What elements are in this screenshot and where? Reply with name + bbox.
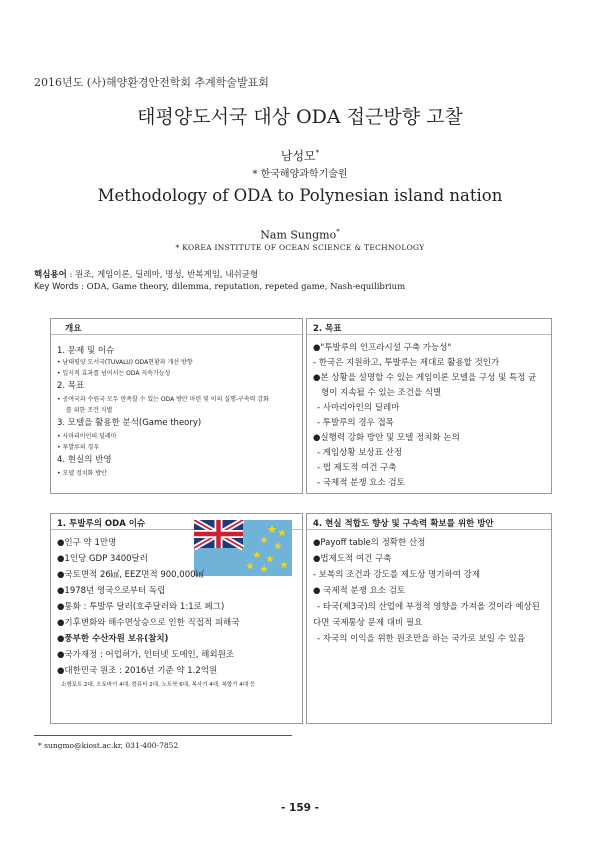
tuvalu-title: 1. 투발루의 ODA 이슈 — [51, 514, 302, 530]
keywords-english — [34, 282, 405, 292]
tuvalu-line: ●인구 약 1만명 — [57, 538, 117, 548]
overview-line: • 공여국과 수원국 모두 만족할 수 있는 ODA 방안 마련 및 이의 실행-구속력 강화 — [57, 396, 269, 403]
goal-line: - 사마리아인의 딜레마 — [317, 403, 400, 413]
keywords-korean-label: 핵심용어 — [34, 270, 67, 280]
affiliation-korean: * 한국해양과학기술원 — [252, 169, 348, 180]
flag-union-jack — [194, 520, 243, 548]
enhance-line: ●Payoff table의 정확한 산정 — [313, 538, 426, 548]
goal-line: - 국제적 분쟁 요소 검토 — [317, 478, 405, 488]
enhance-line: - 타국(제3국)의 산업에 부정적 영향을 가져올 것이라 예상된 — [317, 602, 540, 612]
overview-line: 를 위한 조건 식별 — [66, 407, 113, 414]
enhance-line: 다면 국제통상 문제 대비 필요 — [313, 618, 423, 628]
conference-name: 2016년도 (사)해양환경안전학회 추계학술발표회 — [34, 76, 269, 89]
overview-line: 3. 모델을 활용한 분석(Game theory) — [57, 418, 202, 428]
tuvalu-box — [50, 513, 303, 724]
tuvalu-line: ●국가재정 : 어업허가, 인터넷 도메인, 해외원조 — [57, 650, 234, 660]
title-korean: 태평양도서국 대상 ODA 접근방향 고찰 — [137, 106, 463, 128]
tuvalu-flag — [194, 520, 292, 576]
keywords-korean-value: : 원조, 게임이론, 딜레마, 명성, 반복게임, 내쉬균형 — [69, 270, 259, 280]
goal-title: 2. 목표 — [307, 319, 551, 335]
author-korean-name: 남성모 — [280, 149, 316, 163]
overview-line: • 남태평양 도서국(TUVALU) ODA현황과 개선 방향 — [57, 359, 193, 366]
goal-line: - 법 제도적 여건 구축 — [317, 463, 397, 473]
overview-line: • 투발루의 경우 — [57, 444, 100, 451]
goal-line: - 한국은 지원하고, 투발루는 제대로 활용할 것인가 — [313, 358, 500, 368]
overview-line: 1. 문제 및 이슈 — [57, 346, 115, 356]
tuvalu-line: 소형보트 2대, 오토바이 4대, 컴퓨터 2대, 노트북 6대, 복사기 4대, 복합기 4대 등 — [61, 682, 256, 688]
footnote: * sungmo@kiost.ac.kr, 031-400-7852 — [38, 741, 179, 750]
goal-line: - 투발루의 경우 접목 — [317, 418, 394, 428]
enhance-line: ● 국제적 분쟁 요소 검토 — [313, 586, 406, 596]
tuvalu-line: ●풍부한 수산자원 보유(참치) — [57, 634, 169, 644]
keywords-english-label: Key Words — [34, 282, 79, 292]
title-english: Methodology of ODA to Polynesian island nation — [97, 186, 503, 205]
overview-line: 4. 현실의 반영 — [57, 455, 112, 465]
enhance-title: 4. 현실 적합도 향상 및 구속력 확보를 위한 방안 — [307, 514, 551, 530]
tuvalu-line: ●대한민국 원조 : 2016년 기준 약 1.2억원 — [57, 666, 218, 676]
tuvalu-line: ●1978년 영국으로부터 독립 — [57, 586, 166, 596]
enhance-box — [306, 513, 552, 724]
enhance-line: - 자국의 이익을 위한 원조만을 하는 국가로 보일 수 있음 — [317, 634, 526, 644]
author-english-name: Nam Sungmo — [260, 228, 337, 242]
goal-line: - 게임상황 보상표 산정 — [317, 448, 403, 458]
author-english — [0, 228, 600, 242]
enhance-line: - 보복의 조건과 강도를 제도상 명기하여 강제 — [313, 570, 481, 580]
goal-box — [306, 318, 552, 494]
footnote-rule — [34, 735, 292, 736]
tuvalu-line: ●1인당 GDP 3400달러 — [57, 554, 148, 564]
tuvalu-line: ●통화 : 투발루 달러(호주달러와 1:1로 페그) — [57, 602, 225, 612]
tuvalu-line: ●기후변화와 해수면상승으로 인한 직접적 피해국 — [57, 618, 240, 628]
keywords-korean — [34, 268, 258, 280]
overview-title: 개요 — [51, 319, 302, 335]
overview-box — [50, 318, 303, 494]
affiliation-english: * KOREA INSTITUTE OF OCEAN SCIENCE & TECHNOLOGY — [175, 243, 425, 252]
author-korean-mark: * — [315, 149, 320, 157]
overview-line: • 사마리아인의 딜레마 — [57, 433, 117, 440]
overview-line: • 모델 정치화 방안 — [57, 470, 107, 477]
goal-line: ●"투발루의 인프라시설 구축 가능성" — [313, 343, 452, 353]
page-number: - 159 - — [281, 802, 319, 814]
goal-line: ●실행력 강화 방안 및 모델 정치화 논의 — [313, 433, 460, 443]
goal-line: ●본 상황을 설명할 수 있는 게임이론 모델을 구성 및 특정 균 — [313, 373, 537, 383]
enhance-line: ●법제도적 여건 구축 — [313, 554, 392, 564]
overview-line: • 일시적 효과를 넘어서는 ODA 지속가능성 — [57, 370, 171, 377]
author-korean — [0, 147, 600, 164]
tuvalu-line: ●국토면적 26㎢, EEZ면적 900,000㎢ — [57, 570, 205, 580]
keywords-english-value: : ODA, Game theory, dilemma, reputation, repeted game, Nash-equilibrium — [81, 282, 406, 292]
author-english-mark: * — [336, 228, 340, 236]
overview-line: 2. 목표 — [57, 381, 85, 391]
goal-line: 형이 지속될 수 있는 조건을 식별 — [321, 388, 442, 398]
